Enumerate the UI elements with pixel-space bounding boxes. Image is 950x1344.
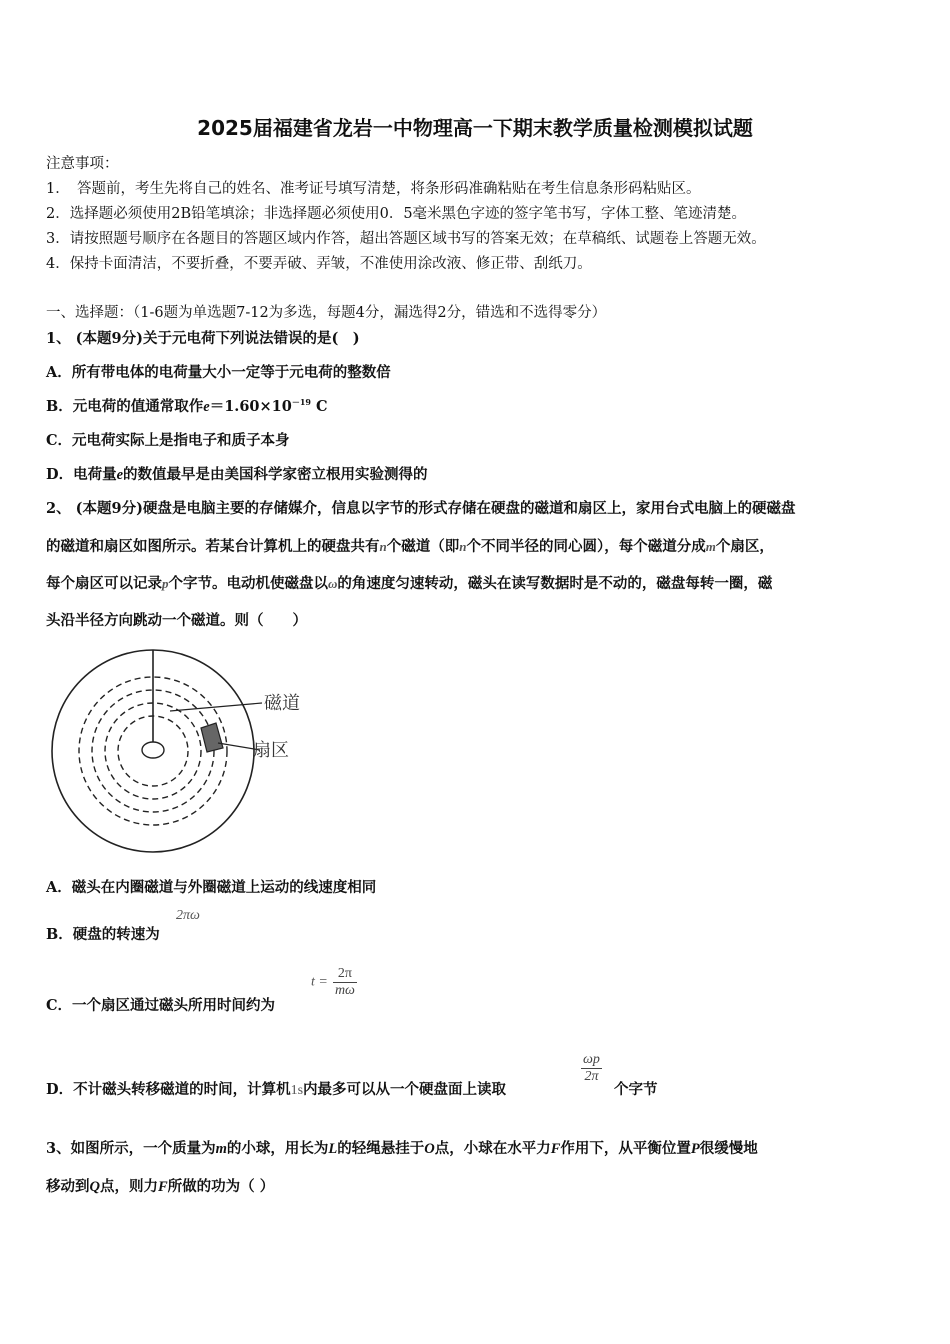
page-title: 2025届福建省龙岩一中物理高一下期末教学质量检测模拟试题 <box>197 116 753 140</box>
q2-option-d <box>46 1078 506 1099</box>
q2-option-a: A．磁头在内圈磁道与外圈磁道上运动的线速度相同 <box>46 879 377 896</box>
notice-item-1: 1． 答题前，考生先将自己的姓名、准考证号填写清楚，将条形码准确粘贴在考生信息条形码粘贴区。 <box>46 181 701 197</box>
q2-l3-b: 个字节。电动机使磁盘以 <box>168 575 328 592</box>
q2-line-4: 头沿半径方向跳动一个磁道。则（ ） <box>46 612 307 629</box>
q2-option-b: B．硬盘的转速为 <box>46 926 160 943</box>
notice-item-4: 4．保持卡面清洁，不要折叠，不要弄破、弄皱，不准使用涂改液、修正带、刮纸刀。 <box>46 256 592 272</box>
q2-d-mid: 内最多可以从一个硬盘面上读取 <box>303 1081 507 1098</box>
q3-O-var: O <box>424 1141 435 1157</box>
q2-d-fraction <box>581 1052 602 1085</box>
q3-line-1 <box>46 1137 758 1158</box>
q3-l1-d: 点，小球在水平力 <box>434 1140 551 1157</box>
q1-option-c: C．元电荷实际上是指电子和质子本身 <box>46 432 290 449</box>
q2-d-1s: 1s <box>290 1083 304 1098</box>
q2-c-fraction <box>333 966 357 999</box>
q3-m-var: m <box>215 1141 227 1157</box>
q2-b-math: 2πω <box>176 908 200 923</box>
q2-line-1: 2、 (本题9分)硬盘是电脑主要的存储媒介，信息以字节的形式存储在硬盘的磁道和扇区上，家用台式电脑上的硬磁盘 <box>46 500 796 517</box>
q1-b-text: B．元电荷的值通常取作 <box>46 398 204 415</box>
q1-option-b <box>46 395 328 416</box>
track-leader-line <box>170 703 262 711</box>
label-track: 磁道 <box>264 693 300 714</box>
hard-disk-figure <box>46 644 316 866</box>
q1-stem: 1、 (本题9分)关于元电荷下列说法错误的是( ) <box>46 330 360 347</box>
q2-c-den: mω <box>334 983 355 999</box>
q1-option-a: A．所有带电体的电荷量大小一定等于元电荷的整数倍 <box>46 364 391 381</box>
q2-l2-b: 个磁道（即 <box>386 538 460 555</box>
sector-highlight <box>201 723 223 752</box>
disk-spindle <box>142 742 164 758</box>
q3-F-var: F <box>550 1141 561 1157</box>
q3-l1-b: 的小球，用长为 <box>226 1140 329 1157</box>
q3-l1-c: 的轻绳悬挂于 <box>337 1140 425 1157</box>
q3-P-var: P <box>690 1141 700 1157</box>
q1-b-exp: －19 <box>291 397 311 408</box>
section-heading: 一、选择题：（1-6题为单选题7-12为多选，每题4分，漏选得2分，错选和不选得零分） <box>46 305 607 321</box>
q3-l1-f: 很缓慢地 <box>699 1140 758 1157</box>
q3-l2-c: 所做的功为（ ） <box>167 1178 275 1195</box>
q3-l1-a: 3、如图所示，一个质量为 <box>46 1140 216 1157</box>
q2-d-den: 2π <box>584 1069 599 1085</box>
q2-n-var-2: n <box>459 539 467 554</box>
q2-l2-c: 个不同半径的同心圆），每个磁道分成 <box>466 538 706 555</box>
q2-line-3 <box>46 572 772 593</box>
q2-line-2 <box>46 535 774 556</box>
q2-d-frac <box>581 1052 602 1085</box>
q3-line-2 <box>46 1175 274 1196</box>
q1-d-var: e <box>116 467 124 483</box>
q2-d-num: ωp <box>581 1052 602 1069</box>
q2-n-var: n <box>379 539 387 554</box>
q1-option-d <box>46 463 428 484</box>
q2-m-var: m <box>705 539 716 554</box>
notice-heading: 注意事项： <box>46 156 119 172</box>
q2-l3-c: 的角速度匀速转动，磁头在读写数据时是不动的，磁盘每转一圈，磁 <box>337 575 773 592</box>
q1-b-eq: ＝1.60×10 <box>209 398 292 415</box>
label-sector: 扇区 <box>253 740 289 761</box>
q1-b-var: e <box>203 399 210 415</box>
q3-l1-e: 作用下，从平衡位置 <box>560 1140 691 1157</box>
q1-d-pre: D．电荷量 <box>46 466 117 483</box>
q2-l2-d: 个扇区， <box>715 538 774 555</box>
q2-p-var: p <box>162 576 169 591</box>
q1-b-unit: C <box>311 398 328 415</box>
q3-l2-a: 移动到 <box>46 1178 90 1195</box>
q3-L-var: L <box>328 1141 338 1157</box>
q2-l3-a: 每个扇区可以记录 <box>46 575 162 592</box>
notice-item-2: 2．选择题必须使用2B铅笔填涂；非选择题必须使用0．5毫米黑色字迹的签字笔书写，字体工整、笔迹清楚。 <box>46 206 747 222</box>
q2-c-lhs: t = <box>311 974 328 990</box>
q2-d-pre: D．不计磁头转移磁道的时间，计算机 <box>46 1081 291 1098</box>
q3-Q-var: Q <box>89 1179 100 1195</box>
q2-c-formula <box>311 966 357 999</box>
q1-d-post: 的数值最早是由美国科学家密立根用实验测得的 <box>123 466 428 483</box>
notice-item-3: 3．请按照题号顺序在各题目的答题区域内作答，超出答题区域书写的答案无效；在草稿纸、试题卷上答题无效。 <box>46 231 766 247</box>
q2-c-num: 2π <box>333 966 357 983</box>
q2-l2-a: 的磁道和扇区如图所示。若某台计算机上的硬盘共有 <box>46 538 380 555</box>
q2-option-c: C．一个扇区通过磁头所用时间约为 <box>46 997 276 1014</box>
q2-omega-var: ω <box>328 576 338 591</box>
q3-F-var-2: F <box>157 1179 168 1195</box>
q2-d-post: 个字节 <box>614 1081 658 1098</box>
q3-l2-b: 点，则力 <box>99 1178 158 1195</box>
